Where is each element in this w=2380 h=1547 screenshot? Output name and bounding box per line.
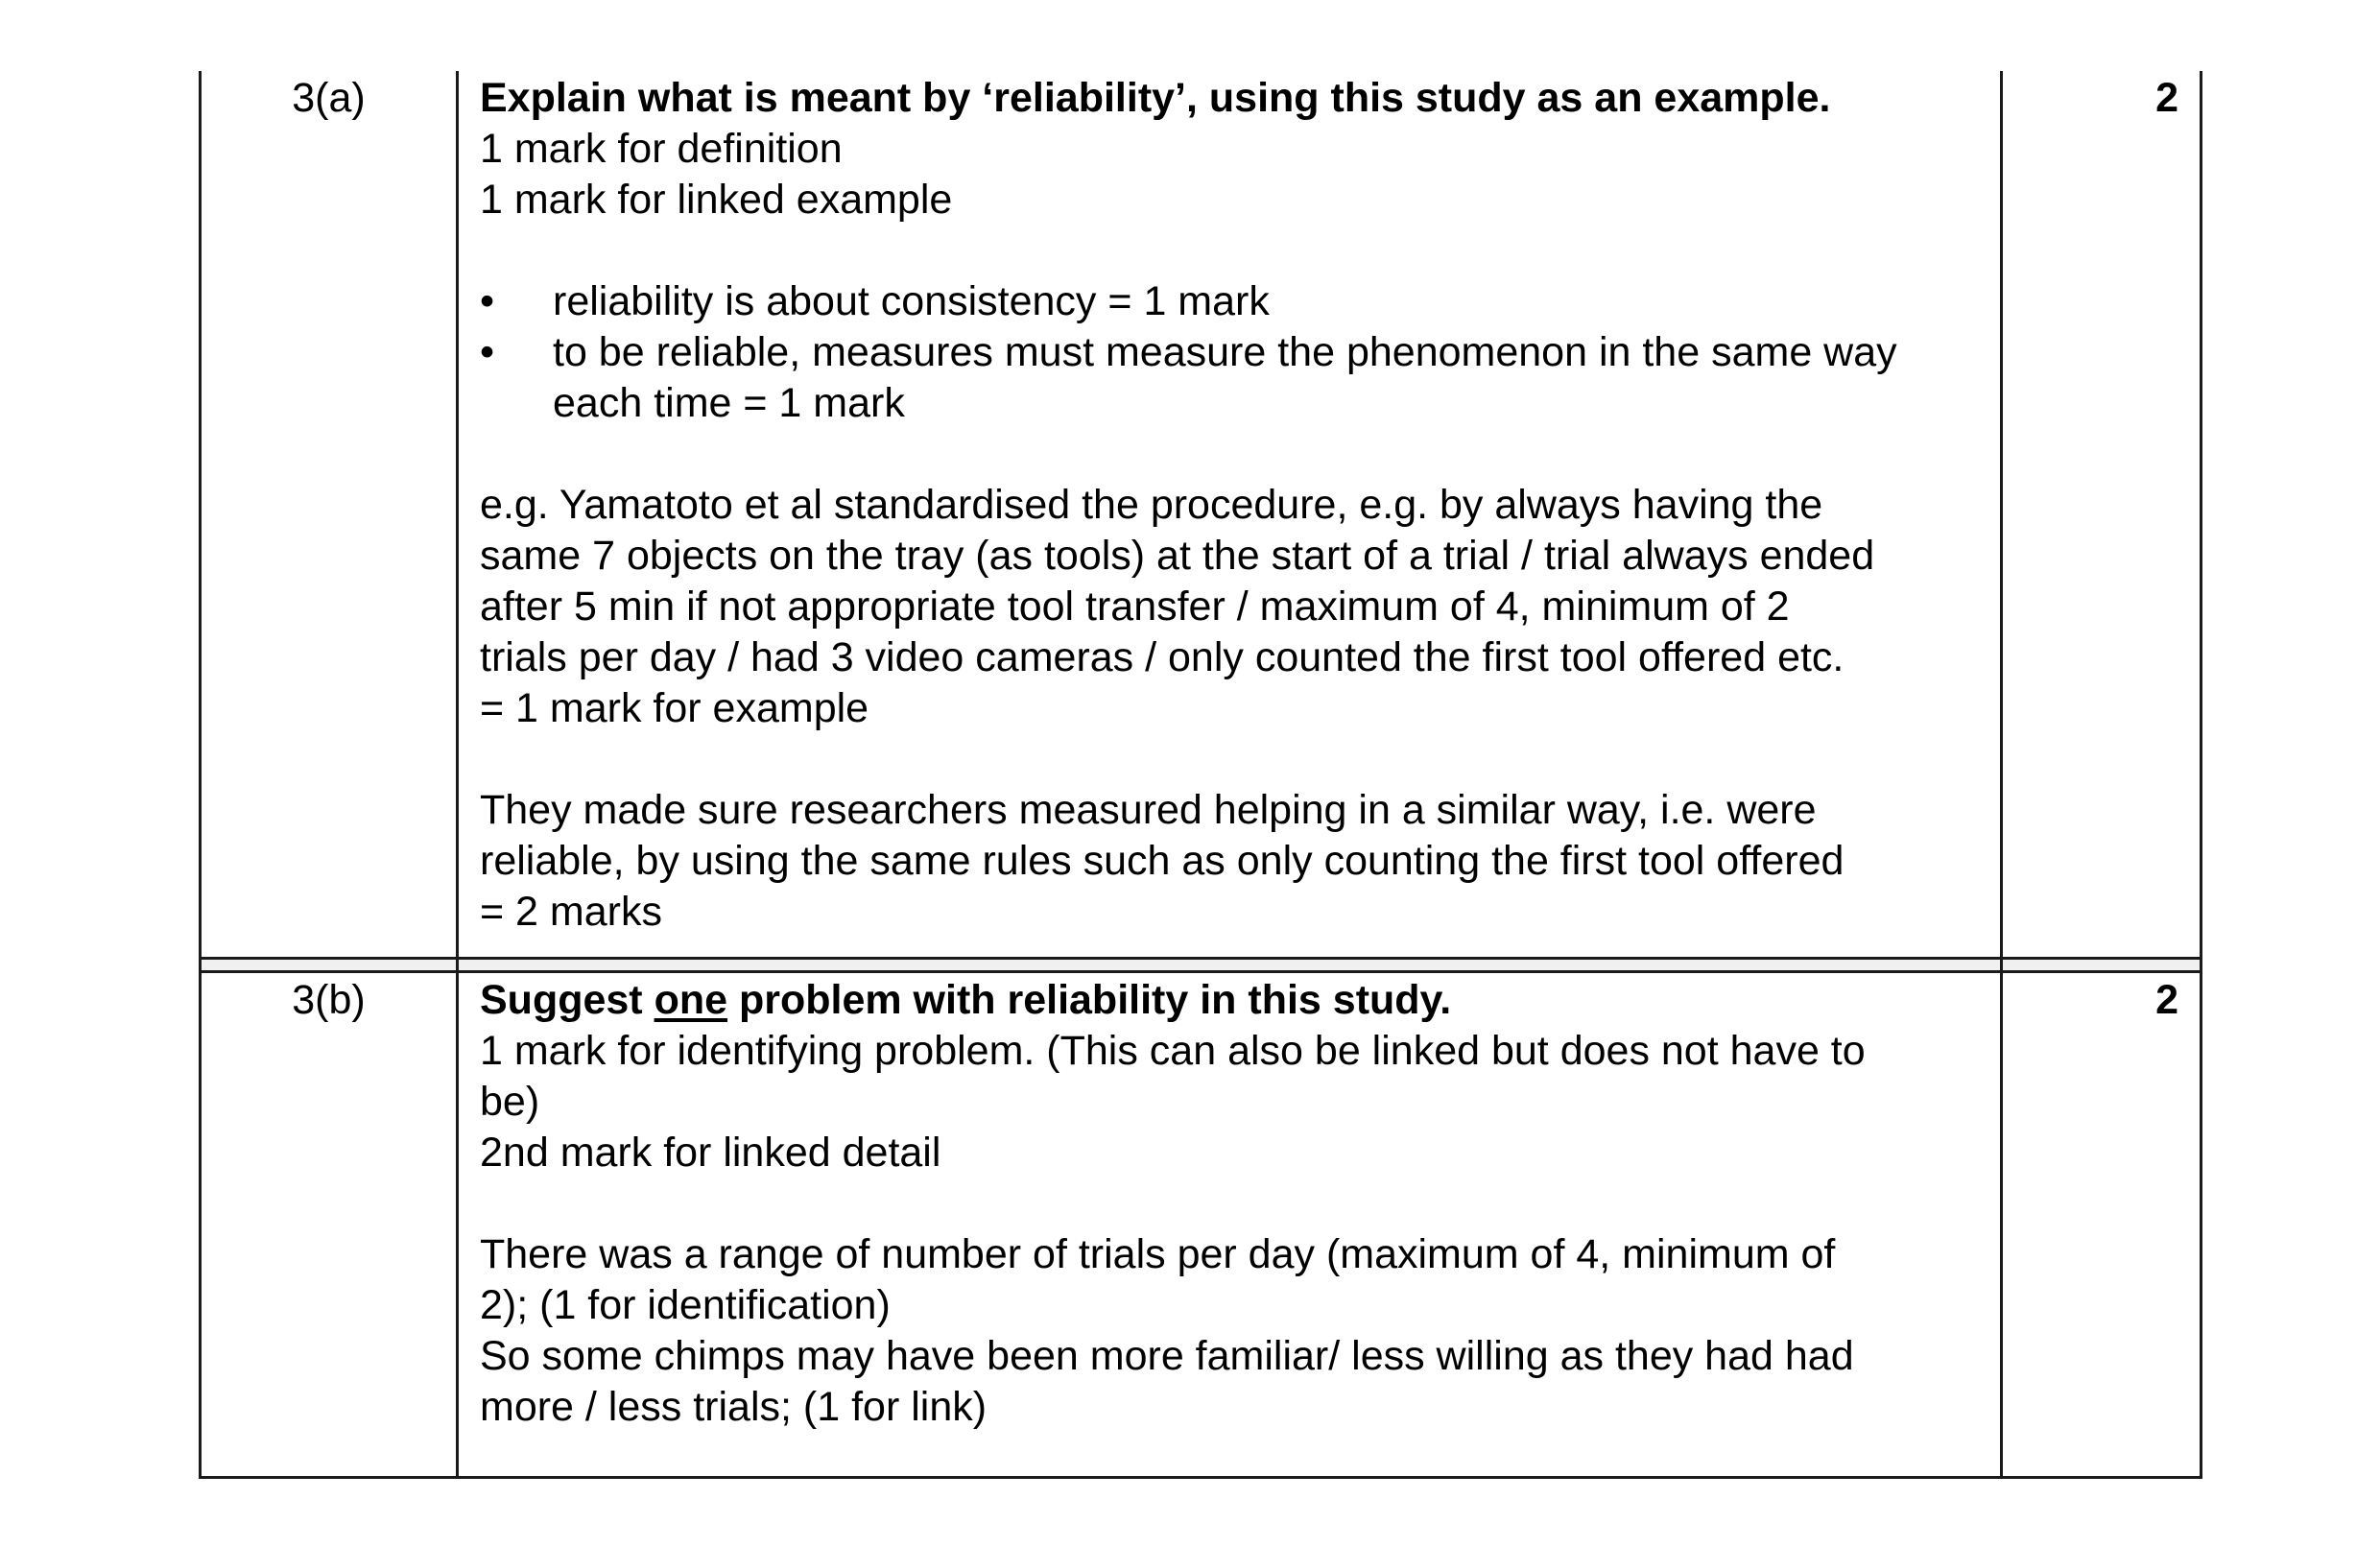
guidance-line: 2nd mark for linked detail bbox=[480, 1130, 941, 1176]
emphasis-word: one bbox=[654, 977, 728, 1023]
example-line: same 7 objects on the tray (as tools) at the start of a trial / trial always ended bbox=[480, 533, 1875, 579]
example-line: trials per day / had 3 video cameras / only counted the first tool offered etc. bbox=[480, 634, 1844, 680]
full-answer-line: = 2 marks bbox=[480, 889, 662, 935]
bullet-item: • reliability is about consistency = 1 mark bbox=[480, 276, 1983, 327]
guidance-line: 1 mark for linked example bbox=[480, 177, 953, 223]
guidance-line: be) bbox=[480, 1079, 540, 1125]
mark-scheme-table bbox=[199, 71, 2202, 1479]
example-line: after 5 min if not appropriate tool transfer / maximum of 4, minimum of 2 bbox=[480, 583, 1790, 630]
answer-cell bbox=[459, 71, 2003, 957]
question-text: Suggest one problem with reliability in this study. bbox=[480, 977, 1452, 1023]
question-text: Explain what is meant by ‘reliability’, using this study as an example. bbox=[480, 75, 1831, 121]
question-row-3b bbox=[202, 973, 2200, 1479]
marks-value: 2 bbox=[2155, 977, 2178, 1023]
guidance-line: 1 mark for definition bbox=[480, 126, 843, 172]
guidance-line: 1 mark for identifying problem. (This can also be linked but does not have to bbox=[480, 1028, 1866, 1074]
answer-line: There was a range of number of trials per day (maximum of 4, minimum of bbox=[480, 1231, 1836, 1277]
question-row-3a bbox=[202, 71, 2200, 960]
answer-line: 2); (1 for identification) bbox=[480, 1282, 891, 1328]
definition-bullets bbox=[480, 276, 1983, 429]
question-number: 3(b) bbox=[202, 973, 459, 1476]
marks-value: 2 bbox=[2155, 75, 2178, 121]
answer-line: So some chimps may have been more familiar/ less willing as they had had bbox=[480, 1333, 1854, 1379]
bullet-item: • to be reliable, measures must measure the phenomenon in the same way each time = 1 mark bbox=[480, 327, 1983, 429]
example-line: e.g. Yamatoto et al standardised the procedure, e.g. by always having the bbox=[480, 482, 1823, 528]
full-answer-line: They made sure researchers measured helping in a similar way, i.e. were bbox=[480, 787, 1817, 833]
example-line: = 1 mark for example bbox=[480, 685, 869, 731]
answer-line: more / less trials; (1 for link) bbox=[480, 1384, 988, 1430]
row-separator bbox=[202, 960, 2200, 973]
full-answer-line: reliable, by using the same rules such as only counting the first tool offered bbox=[480, 838, 1844, 884]
answer-cell bbox=[459, 973, 2003, 1476]
question-number: 3(a) bbox=[202, 71, 459, 957]
